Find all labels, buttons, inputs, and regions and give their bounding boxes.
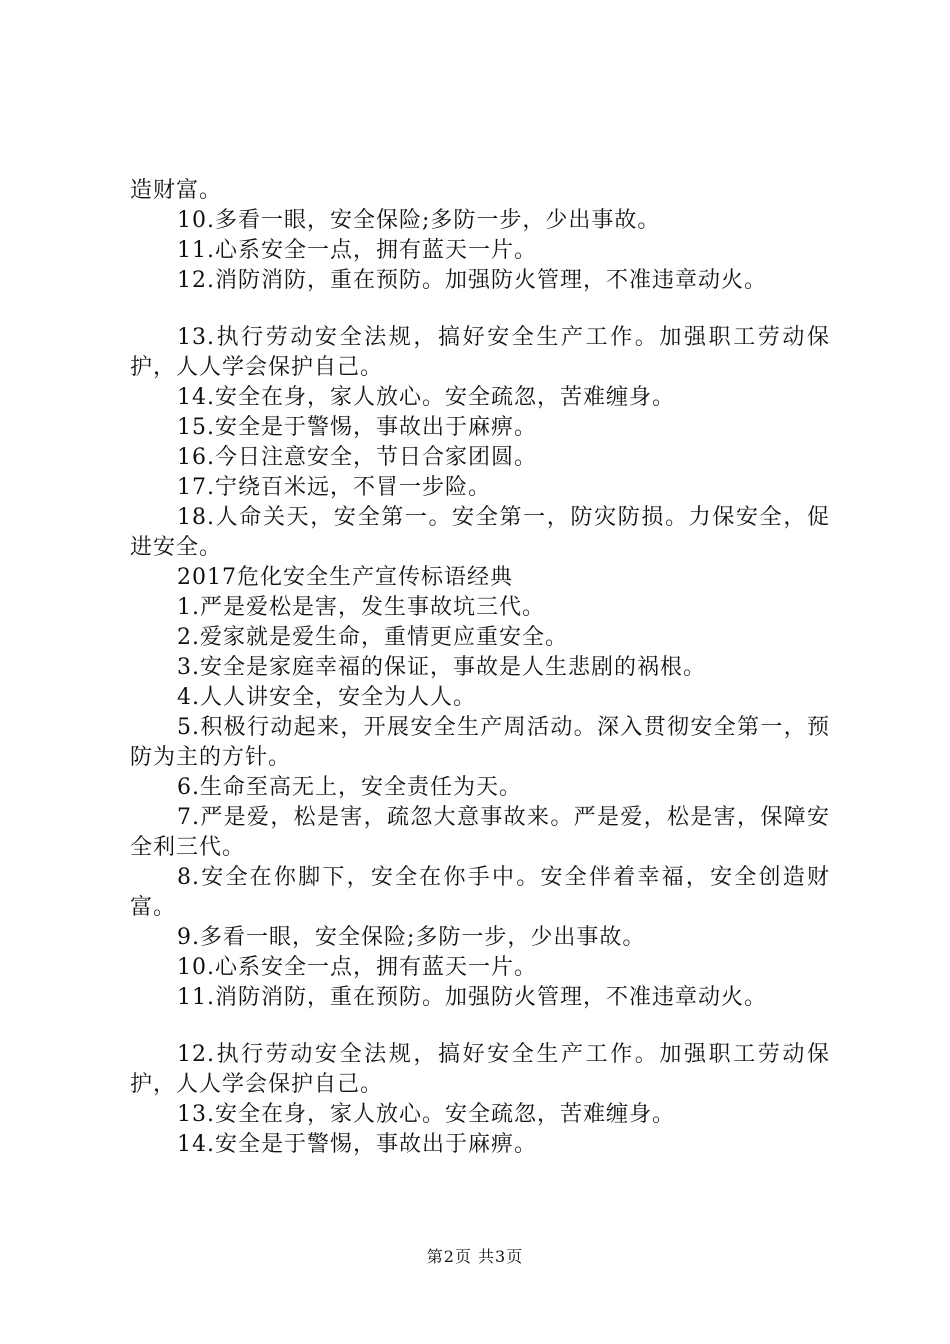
paragraph: 14.安全在身，家人放心。安全疏忽，苦难缠身。: [177, 385, 675, 410]
paragraph: 1.严是爱松是害，发生事故坑三代。: [177, 595, 545, 620]
paragraph: 10.多看一眼，安全保险;多防一步，少出事故。: [177, 208, 661, 233]
paragraph: 造财富。: [130, 178, 223, 203]
paragraph: 17.宁绕百米远，不冒一步险。: [177, 475, 491, 500]
paragraph: 12.执行劳动安全法规，搞好安全生产工作。加强职工劳动保护，人人学会保护自己。: [130, 1042, 830, 1097]
paragraph: 3.安全是家庭幸福的保证，事故是人生悲剧的祸根。: [177, 655, 706, 680]
paragraph: 2.爱家就是爱生命，重情更应重安全。: [177, 625, 568, 650]
paragraph: 7.严是爱，松是害，疏忽大意事故来。严是爱，松是害，保障安全利三代。: [130, 805, 830, 860]
paragraph: 11.心系安全一点，拥有蓝天一片。: [177, 238, 537, 263]
paragraph: 15.安全是于警惕，事故出于麻痹。: [177, 415, 537, 440]
page-footer: 第2页 共3页: [426, 1247, 524, 1266]
paragraph: 11.消防消防，重在预防。加强防火管理，不准违章动火。: [177, 985, 767, 1010]
paragraph: 18.人命关天，安全第一。安全第一，防灾防损。力保安全，促进安全。: [130, 505, 830, 560]
paragraph: 6.生命至高无上，安全责任为天。: [177, 775, 522, 800]
paragraph: 13.安全在身，家人放心。安全疏忽，苦难缠身。: [177, 1102, 675, 1127]
paragraph: 5.积极行动起来，开展安全生产周活动。深入贯彻安全第一，预防为主的方针。: [130, 715, 830, 770]
paragraph: 10.心系安全一点，拥有蓝天一片。: [177, 955, 537, 980]
paragraph: 13.执行劳动安全法规，搞好安全生产工作。加强职工劳动保护，人人学会保护自己。: [130, 325, 830, 380]
paragraph: 9.多看一眼，安全保险;多防一步，少出事故。: [177, 925, 646, 950]
document-body: [130, 176, 830, 1160]
paragraph: 16.今日注意安全，节日合家团圆。: [177, 445, 537, 470]
paragraph-spacer: [130, 1013, 830, 1040]
paragraph: 2017危化安全生产宣传标语经典: [177, 565, 513, 590]
paragraph: 14.安全是于警惕，事故出于麻痹。: [177, 1132, 537, 1157]
paragraph: 12.消防消防，重在预防。加强防火管理，不准违章动火。: [177, 268, 767, 293]
paragraph-spacer: [130, 296, 830, 323]
paragraph: 4.人人讲安全，安全为人人。: [177, 685, 476, 710]
paragraph: 8.安全在你脚下，安全在你手中。安全伴着幸福，安全创造财富。: [130, 865, 830, 920]
